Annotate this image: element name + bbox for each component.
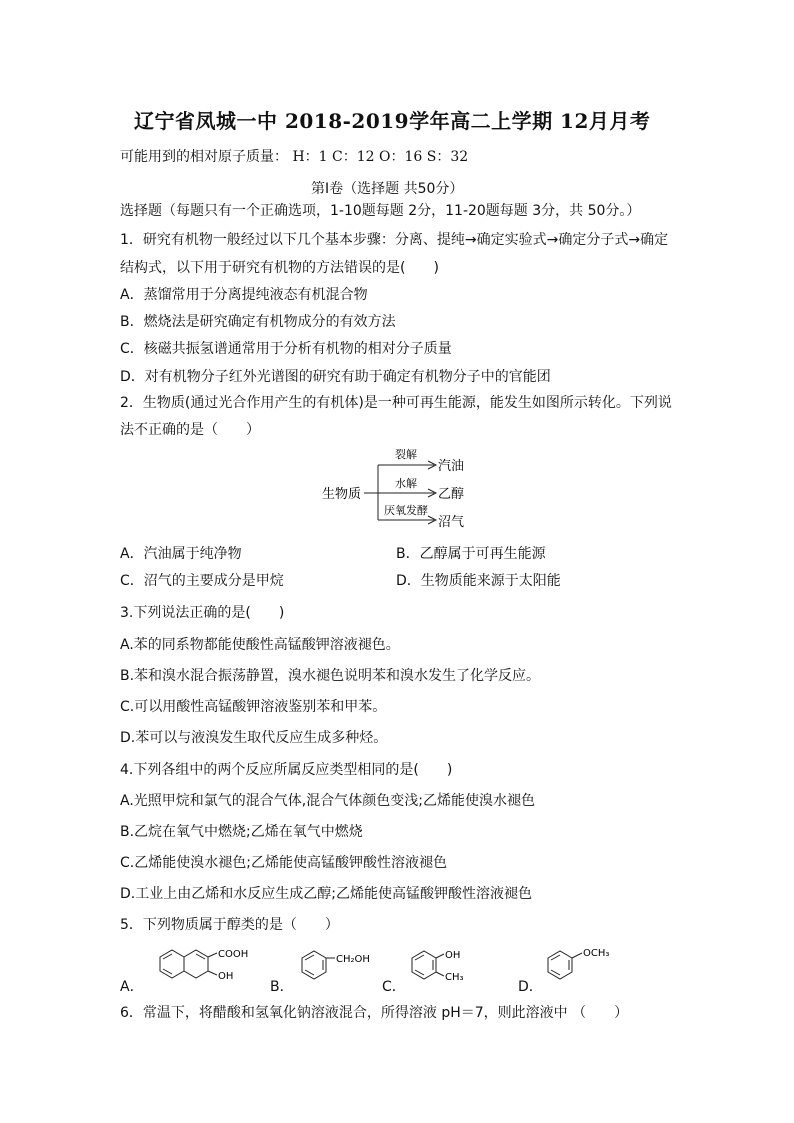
question-4-stem: 4.下列各组中的两个反应所属反应类型相同的是( )	[120, 762, 453, 778]
structure-c-label-ch3: CH₃	[445, 972, 464, 983]
question-1-option-b: B．燃烧法是研究确定有机物成分的有效方法	[120, 314, 396, 330]
structure-c-cresol	[404, 944, 474, 994]
diagram-source: 生物质	[322, 487, 362, 502]
question-4-option-b: B.乙烷在氧气中燃烧;乙烯在氧气中燃烧	[120, 824, 363, 840]
structure-d-anisole	[540, 940, 630, 990]
process-hydrolysis: 水解	[395, 477, 417, 490]
question-3-option-a: A.苯的同系物都能使酸性高锰酸钾溶液褪色。	[120, 637, 400, 653]
question-1-option-d: D．对有机物分子红外光谱图的研究有助于确定有机物分子中的官能团	[120, 369, 551, 385]
process-anaerobic-fermentation: 厌氧发酵	[384, 504, 428, 517]
question-3-option-d: D.苯可以与液溴发生取代反应生成多种烃。	[120, 730, 388, 746]
page-title: 辽宁省凤城一中 2018-2019学年高二上学期 12月月考	[134, 109, 651, 133]
question-1-stem-line-1: 1．研究有机物一般经过以下几个基本步骤：分离、提纯→确定实验式→确定分子式→确定	[120, 232, 669, 248]
structure-b-label-ch2oh: CH₂OH	[336, 954, 370, 965]
instructions: 选择题（每题只有一个正确选项，1-10题每题 2分，11-20题每题 3分，共 50分。）	[120, 203, 641, 219]
biomass-conversion-diagram	[300, 444, 500, 536]
structure-b-benzyl-alcohol	[292, 944, 377, 994]
question-2-option-b: B．乙醇属于可再生能源	[396, 546, 546, 562]
structure-a-letter: A．	[120, 979, 144, 995]
structure-d-label-och3: OCH₃	[583, 948, 610, 959]
question-5-stem: 5．下列物质属于醇类的是（ ）	[120, 917, 339, 933]
question-2-stem-line-1: 2．生物质(通过光合作用产生的有机体)是一种可再生能源，能发生如图所示转化。下列说	[120, 395, 672, 411]
question-3-option-c: C.可以用酸性高锰酸钾溶液鉴别苯和甲苯。	[120, 699, 387, 715]
question-6-stem: 6．常温下，将醋酸和氢氧化钠溶液混合，所得溶液 pH＝7，则此溶液中 （ ）	[120, 1005, 629, 1021]
question-1-option-a: A．蒸馏常用于分离提纯液态有机混合物	[120, 287, 368, 303]
process-cracking: 裂解	[395, 448, 417, 461]
question-4-option-a: A.光照甲烷和氯气的混合气体,混合气体颜色变浅;乙烯能使溴水褪色	[120, 793, 535, 809]
structure-d-letter: D．	[518, 979, 543, 995]
question-1-option-c: C．核磁共振氢谱通常用于分析有机物的相对分子质量	[120, 341, 452, 357]
structure-c-label-oh: OH	[445, 950, 461, 961]
question-2-option-a: A．汽油属于纯净物	[120, 546, 242, 562]
question-3-stem: 3.下列说法正确的是( )	[120, 605, 285, 621]
structure-a-label-cooh: COOH	[218, 949, 249, 960]
section-header: 第Ⅰ卷（选择题 共50分）	[311, 181, 464, 197]
question-4-option-c: C.乙烯能使溴水褪色;乙烯能使高锰酸钾酸性溶液褪色	[120, 855, 447, 871]
question-2-option-c: C．沼气的主要成分是甲烷	[120, 573, 284, 589]
question-3-option-b: B.苯和溴水混合振荡静置，溴水褪色说明苯和溴水发生了化学反应。	[120, 668, 541, 684]
product-biogas: 沼气	[438, 515, 465, 530]
structure-a-label-oh: OH	[218, 971, 234, 982]
question-4-option-d: D.工业上由乙烯和水反应生成乙醇;乙烯能使高锰酸钾酸性溶液褪色	[120, 886, 532, 902]
product-gasoline: 汽油	[438, 459, 465, 474]
question-2-stem-line-2: 法不正确的是（ ）	[120, 422, 260, 438]
question-1-stem-line-2: 结构式，以下用于研究有机物的方法错误的是( )	[120, 260, 439, 276]
question-2-option-d: D．生物质能来源于太阳能	[396, 573, 561, 589]
atomic-masses: 可能用到的相对原子质量： H：1 C：12 O：16 S：32	[120, 149, 469, 165]
structure-a-naphthalene	[142, 944, 257, 994]
structure-b-letter: B．	[270, 979, 294, 995]
structure-c-letter: C．	[382, 979, 406, 995]
product-ethanol: 乙醇	[438, 487, 465, 502]
